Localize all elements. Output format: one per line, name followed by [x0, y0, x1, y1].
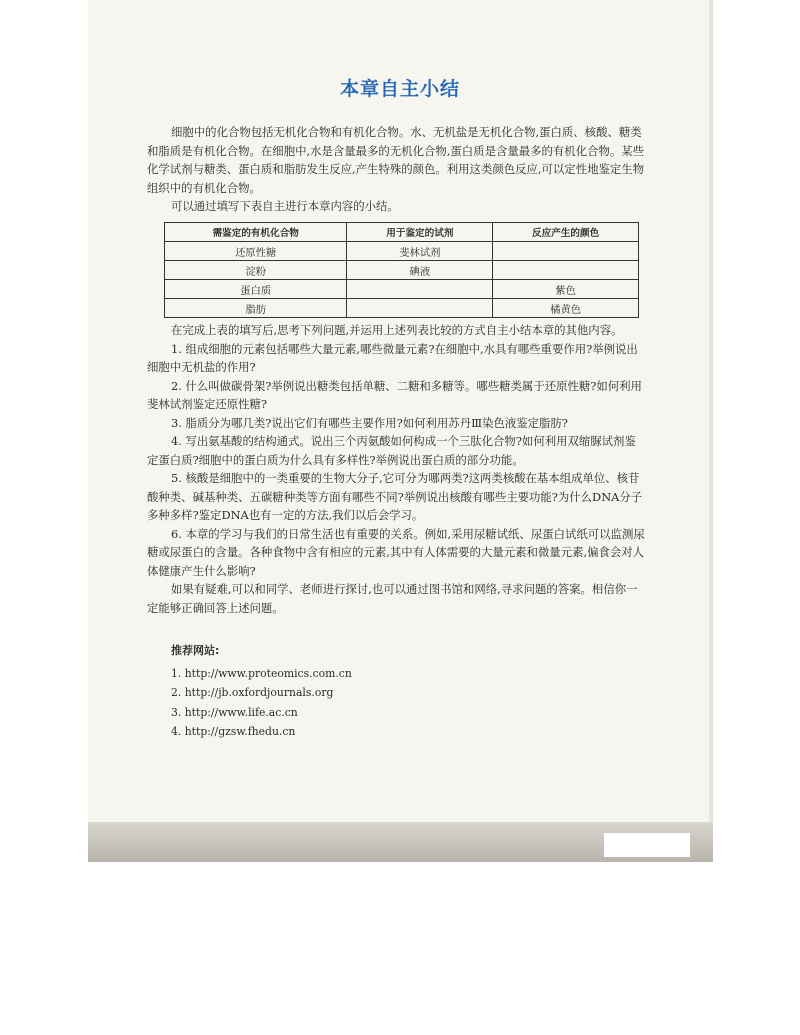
table-row	[165, 280, 639, 299]
table-row	[165, 299, 639, 318]
table-cell: 紫色	[493, 280, 639, 299]
table-cell: 脂肪	[165, 299, 347, 318]
table-row	[165, 242, 639, 261]
question-paragraph: 4. 写出氨基酸的结构通式。说出三个丙氨酸如何构成一个三肽化合物?如何利用双缩脲试剂鉴定蛋白质?细胞中的蛋白质为什么具有多样性?举例说出蛋白质的部分功能。	[147, 434, 636, 467]
site-link[interactable]: 4. http://gzsw.fhedu.cn	[171, 725, 296, 738]
question-paragraph: 6. 本章的学习与我们的日常生活也有重要的关系。例如,采用尿糖试纸、尿蛋白试纸可以监测尿糖或尿蛋白的含量。各种食物中含有相应的元素,其中有人体需要的大量元素和微量元素,偏食会对人体健康产生什么影响?	[147, 526, 645, 578]
questions-section	[147, 321, 647, 617]
site-link[interactable]: 3. http://www.life.ac.cn	[171, 705, 298, 719]
question-paragraph: 5. 核酸是细胞中的一类重要的生物大分子,它可分为哪两类?这两类核酸在基本组成单位、核苷酸种类、碱基种类、五碳糖种类等方面有哪些不同?举例说出核酸有哪些主要功能?为什么DNA分子多种多样?鉴定DNA也有一定的方法,我们以后会学习。	[147, 471, 643, 522]
sites-heading: 推荐网站:	[171, 644, 220, 657]
table-header: 用于鉴定的试剂	[347, 223, 493, 242]
table-header: 反应产生的颜色	[493, 223, 639, 242]
question-paragraph: 3. 脂质分为哪几类?说出它们有哪些主要作用?如何利用苏丹Ⅲ染色液鉴定脂肪?	[171, 415, 568, 430]
table-cell: 还原性糖	[165, 242, 347, 261]
summary-table	[164, 222, 639, 318]
table-header-row	[165, 223, 639, 242]
page-edge	[709, 0, 713, 860]
table-cell	[347, 299, 493, 318]
table-cell: 碘液	[347, 261, 493, 280]
table-cell: 橘黄色	[493, 299, 639, 318]
table-row	[165, 261, 639, 280]
closing-paragraph: 如果有疑难,可以和同学、老师进行探讨,也可以通过图书馆和网络,寻求问题的答案。相信你一定能够正确回答上述问题。	[147, 582, 638, 615]
recommended-sites	[171, 641, 352, 742]
site-link[interactable]: 1. http://www.proteomics.com.cn	[171, 666, 352, 680]
intro-paragraph: 细胞中的化合物包括无机化合物和有机化合物。水、无机盐是无机化合物,蛋白质、核酸、糖类和脂质是有机化合物。在细胞中,水是含量最多的无机化合物,蛋白质是含量最多的有机化合物。某些化学试剂与糖类、蛋白质和脂肪发生反应,产生特殊的颜色。利用这类颜色反应,可以定性地鉴定生物组织中的有机化合物。	[147, 125, 645, 195]
question-paragraph: 2. 什么叫做碳骨架?举例说出糖类包括单糖、二糖和多糖等。哪些糖类属于还原性糖?如何利用斐林试剂鉴定还原性糖?	[147, 378, 642, 411]
table-header: 需鉴定的有机化合物	[165, 223, 347, 242]
intro-section	[147, 123, 647, 216]
question-paragraph: 1. 组成细胞的元素包括哪些大量元素,哪些微量元素?在细胞中,水具有哪些重要作用?举例说出细胞中无机盐的作用?	[147, 341, 638, 374]
table-cell: 斐林试剂	[347, 242, 493, 261]
site-link[interactable]: 2. http://jb.oxfordjournals.org	[171, 686, 334, 699]
bottom-label-box	[604, 833, 690, 857]
page-title: 本章自主小结	[339, 78, 460, 100]
table-cell: 淀粉	[165, 261, 347, 280]
intro-paragraph: 可以通过填写下表自主进行本章内容的小结。	[171, 199, 399, 213]
table-cell	[347, 280, 493, 299]
table-cell: 蛋白质	[165, 280, 347, 299]
question-paragraph: 在完成上表的填写后,思考下列问题,并运用上述列表比较的方式自主小结本章的其他内容。	[171, 323, 623, 337]
table-cell	[493, 261, 639, 280]
table-cell	[493, 242, 639, 261]
